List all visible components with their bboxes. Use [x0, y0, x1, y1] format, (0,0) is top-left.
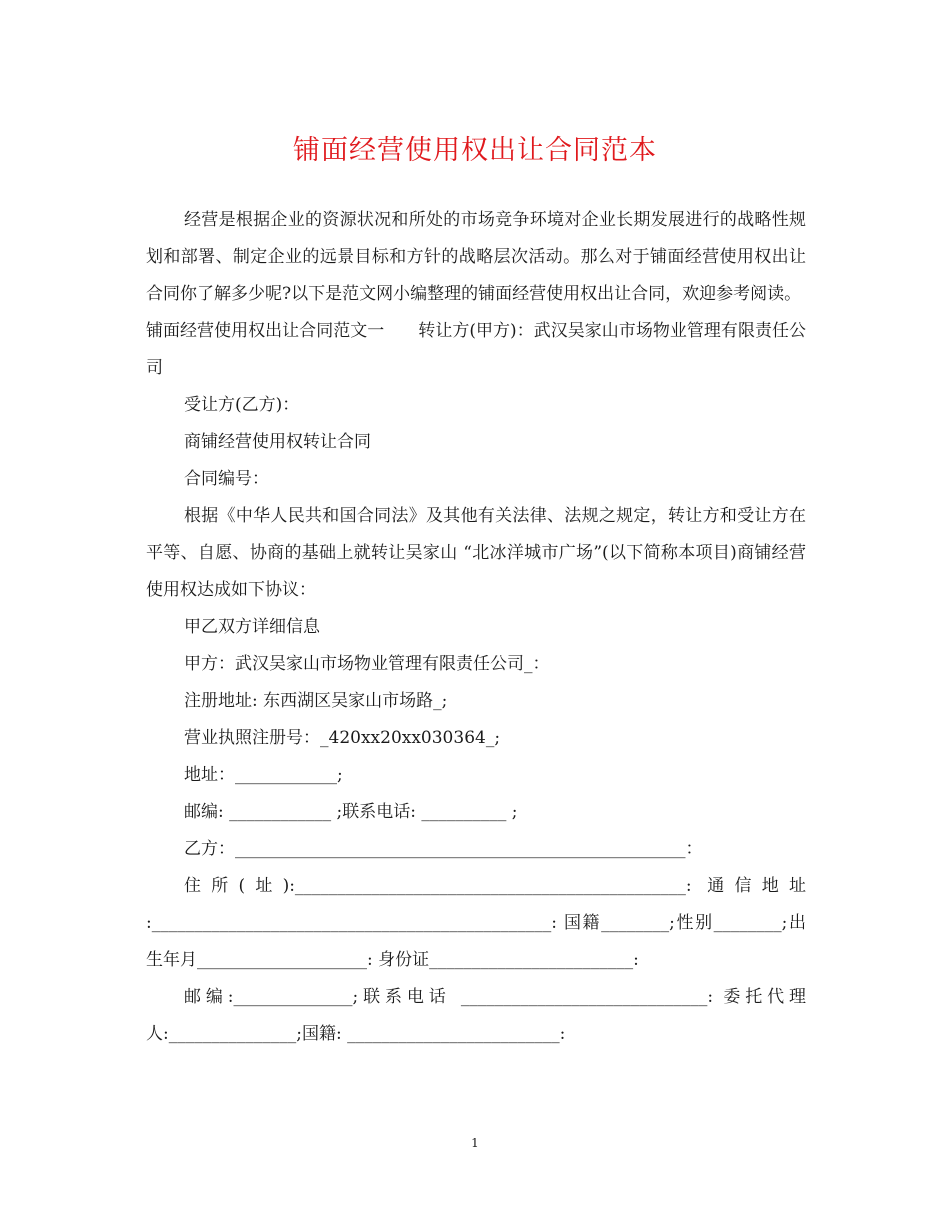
party-b-line: 受让方(乙方)：: [184, 395, 300, 415]
legal-basis-paragraph: 根据《中华人民共和国合同法》及其他有关法律、法规之规定，转让方和受让方在平等、自愿、协商的基础上就转让吴家山 “北冰洋城市广场”(以下简称本项目)商铺经营使用权达成如下协议：: [146, 506, 806, 600]
business-license-number: 营业执照注册号：_420xx20xx030364_;: [184, 728, 501, 748]
intro-paragraph: 经营是根据企业的资源状况和所处的市场竞争环境对企业长期发展进行的战略性规划和部署、制定企业的远景目标和方针的战略层次活动。那么对于铺面经营使用权出让合同你了解多少呢?以下是范文网小编整理的铺面经营使用权出让合同，欢迎参考阅读。: [146, 210, 806, 304]
registered-address: 注册地址: 东西湖区吴家山市场路_;: [184, 691, 448, 711]
party-a-name: 甲方：武汉吴家山市场物业管理有限责任公司_：: [184, 654, 550, 674]
contract-number: 合同编号：: [184, 469, 269, 489]
contract-heading-line: 铺面经营使用权出让合同范文一 转让方(甲方)：武汉吴家山市场物业管理有限责任公司: [146, 321, 806, 378]
document-body: [146, 202, 806, 1053]
postcode-phone-line: 邮编: ____________ ;联系电话: __________ ;: [184, 802, 518, 822]
document-title: 铺面经营使用权出让合同范本: [293, 135, 657, 166]
contract-name: 商铺经营使用权转让合同: [184, 432, 371, 452]
page-number: 1: [471, 1136, 479, 1150]
residence-details-paragraph: 住所(址):______________________________________________: 通信地址 :_______________________________________________: 国籍________;性别________;出生年月____________________: 身份证________________________:: [146, 876, 806, 970]
agent-details-paragraph: 邮编:______________;联系电话 _____________________________: 委托代理人:_______________;国籍: _________________________:: [146, 987, 806, 1044]
party-details-heading: 甲乙双方详细信息: [184, 617, 320, 637]
address-line: 地址：____________;: [184, 765, 343, 785]
party-b-name-line: 乙方：_____________________________________________________：: [184, 839, 703, 859]
